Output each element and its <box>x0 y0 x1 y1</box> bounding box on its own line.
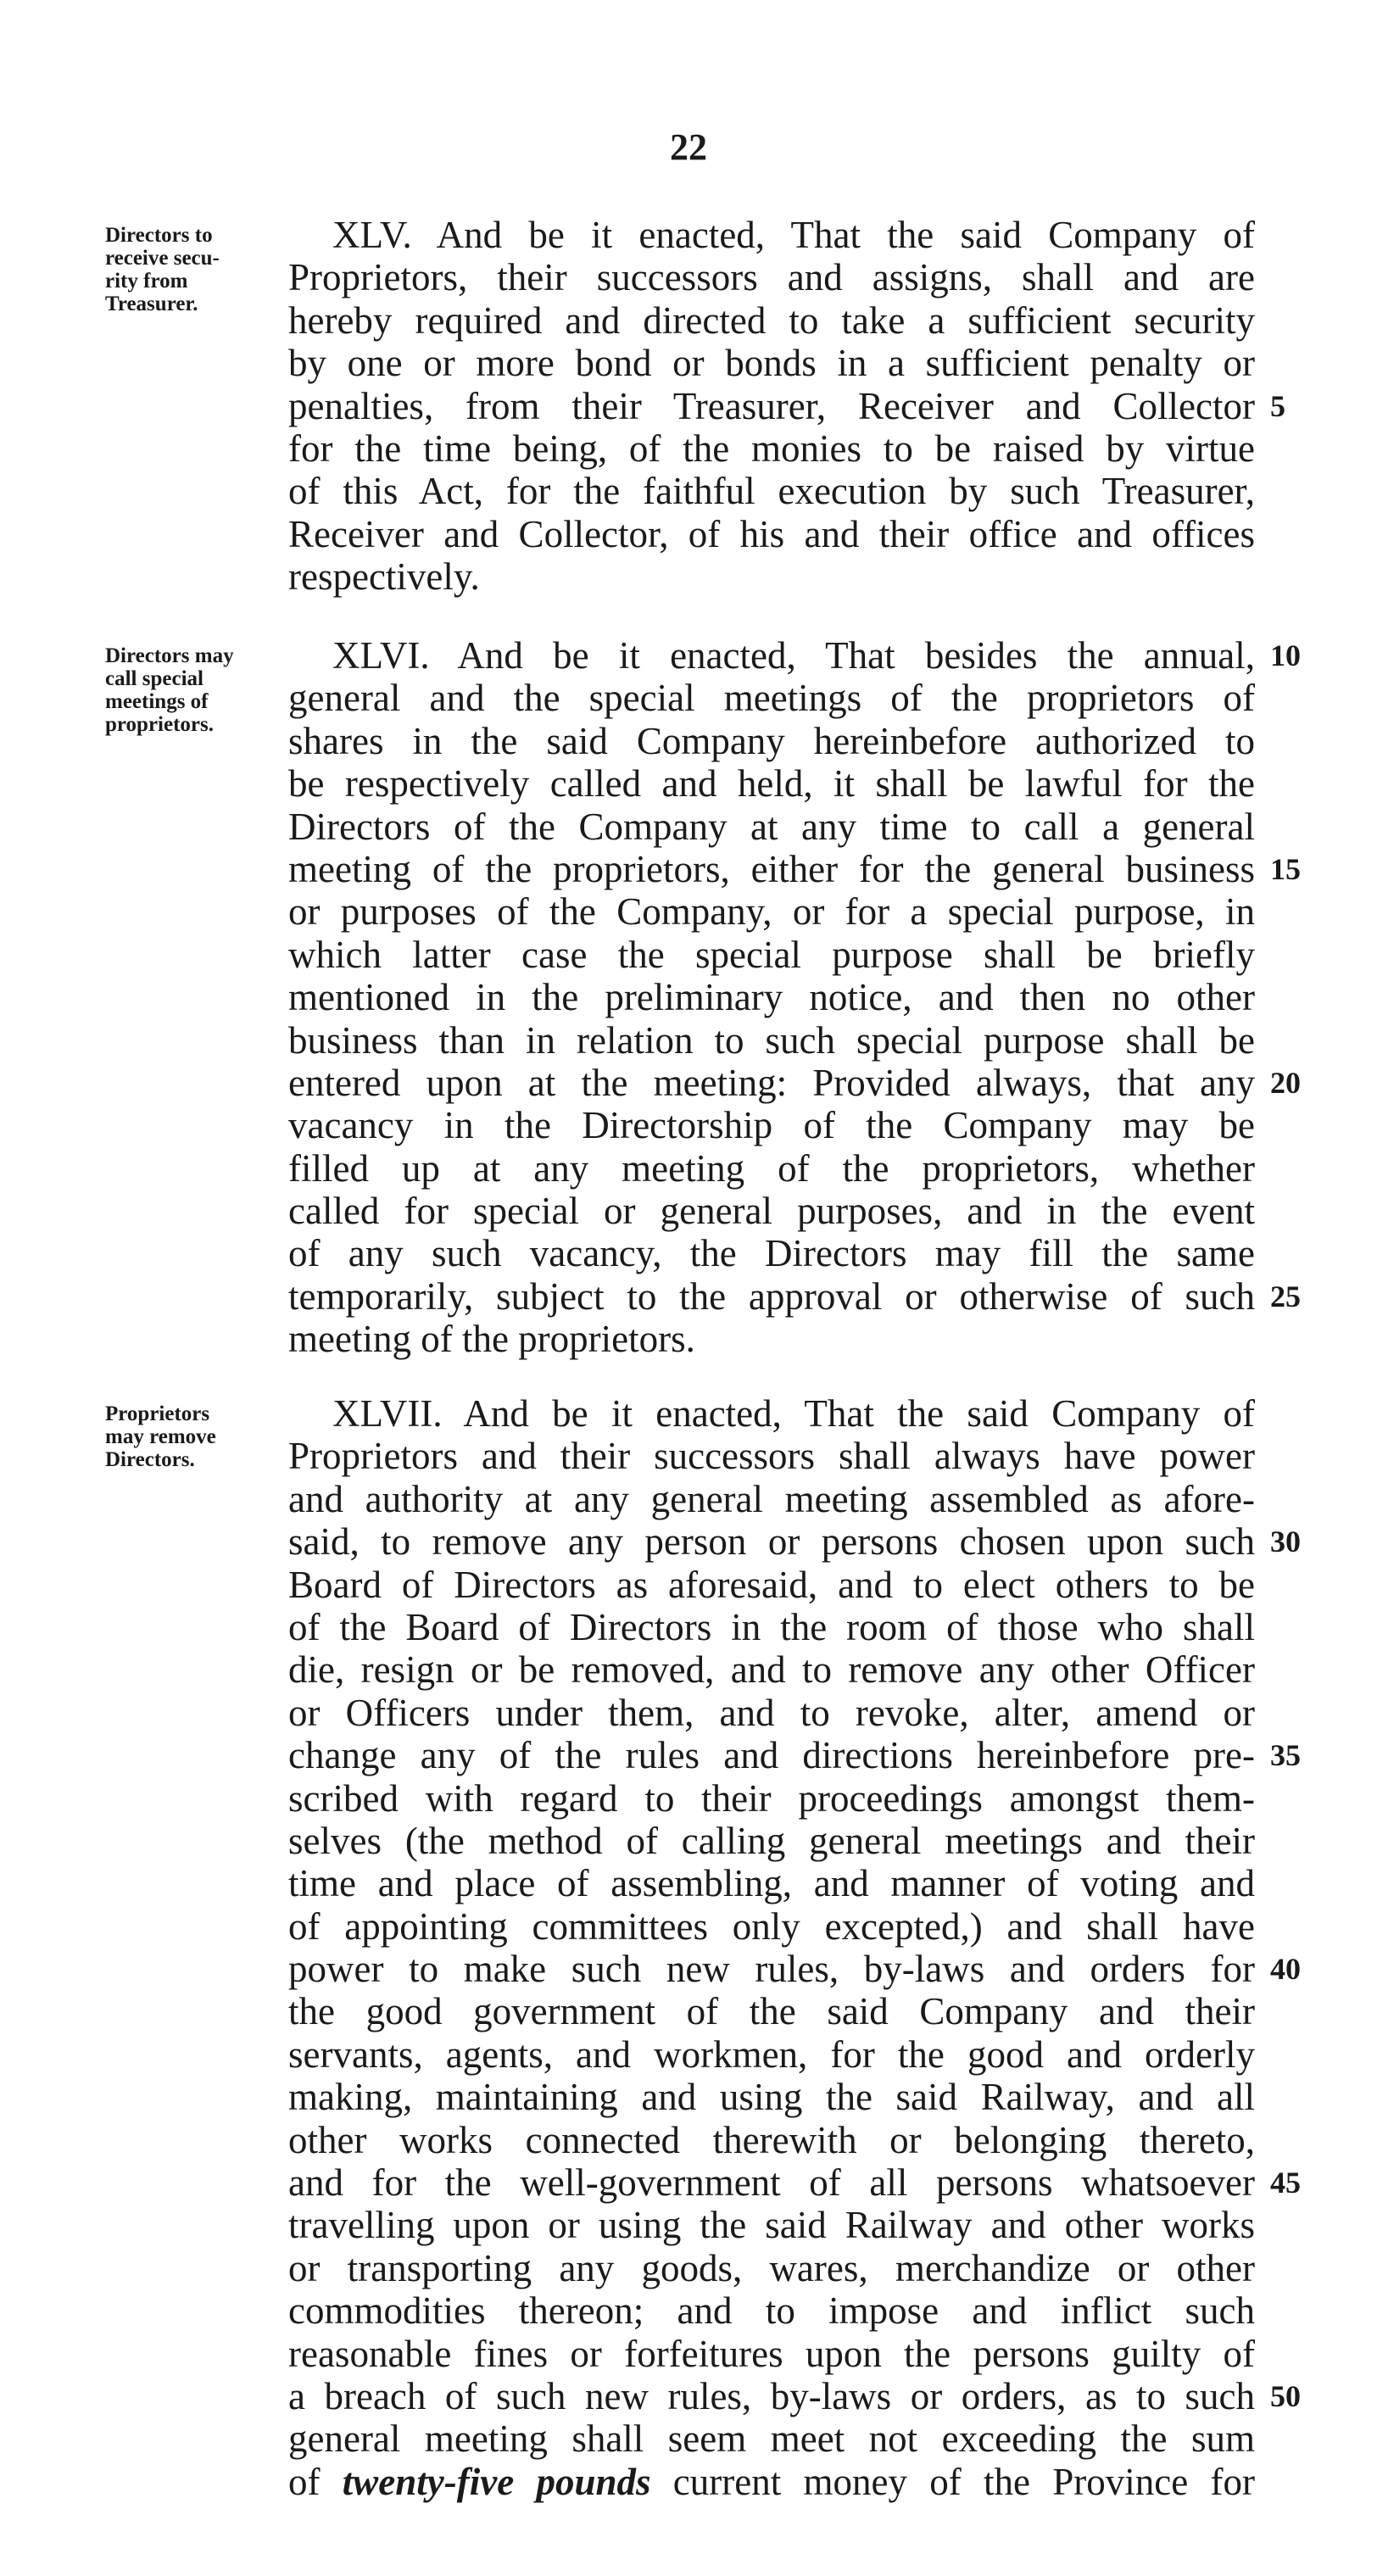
text-line: be respectively called and held, it shall be lawful for the <box>288 762 1255 806</box>
text-line: other works connected therewith or belonging thereto, <box>288 2118 1255 2161</box>
margin-note <box>105 224 283 315</box>
text-line: of this Act, for the faithful execution by such Treasurer, <box>288 470 1255 513</box>
text-line: mentioned in the preliminary notice, and then no other <box>288 976 1255 1019</box>
text-line: Proprietors, their successors and assigns, shall and are <box>288 256 1255 299</box>
section-body <box>288 1392 1255 2503</box>
text-line: die, resign or be removed, and to remove any other Officer <box>288 1648 1255 1692</box>
text-line: temporarily, subject to the approval or otherwise of such <box>288 1274 1255 1318</box>
text-line: of appointing committees only excepted,) and shall have <box>288 1904 1255 1948</box>
text-line: penalties, from their Treasurer, Receiver and Collector <box>288 384 1255 427</box>
text-line: Proprietors and their successors shall always have power <box>288 1435 1255 1478</box>
text-line: Receiver and Collector, of his and their office and offices <box>288 512 1255 555</box>
text-line: vacancy in the Directorship of the Company may be <box>288 1104 1255 1147</box>
text-line: respectively. <box>288 555 480 599</box>
text-line: and for the well-government of all persons whatsoever <box>288 2161 1255 2205</box>
margin-note-line: meetings of <box>105 690 209 713</box>
line-number: 25 <box>1270 1280 1301 1313</box>
line-number: 40 <box>1270 1952 1301 1987</box>
text-line: of any such vacancy, the Directors may fill the same <box>288 1232 1255 1275</box>
section-body <box>288 634 1255 1361</box>
text-line: change any of the rules and directions hereinbefore pre- <box>288 1734 1255 1777</box>
text-line: the good government of the said Company and their <box>288 1990 1255 2033</box>
margin-note-line: Proprietors <box>105 1402 210 1425</box>
margin-note <box>105 644 283 736</box>
text-line: power to make such new rules, by-laws and orders for <box>288 1948 1255 1991</box>
text-line: called for special or general purposes, and in the event <box>288 1190 1255 1233</box>
text-line: travelling upon or using the said Railway and other works <box>288 2204 1255 2247</box>
text-line: meeting of the proprietors, either for the general business <box>288 847 1255 890</box>
text-line: which latter case the special purpose shall be briefly <box>288 933 1255 976</box>
margin-note-line: Directors may <box>105 644 234 667</box>
margin-note-line: proprietors. <box>105 713 214 736</box>
emphasized-phrase: twenty-five pounds <box>342 2460 651 2503</box>
text-line: meeting of the proprietors. <box>288 1318 695 1361</box>
line-number: 10 <box>1270 638 1301 672</box>
margin-note-line: call special <box>105 667 203 690</box>
margin-note-line: Directors. <box>105 1448 195 1471</box>
text-line: time and place of assembling, and manner of voting and <box>288 1862 1255 1905</box>
line-number: 50 <box>1270 2379 1301 2414</box>
line-number: 30 <box>1270 1525 1301 1559</box>
text-line: said, to remove any person or persons chosen upon such <box>288 1520 1255 1564</box>
text-line: business than in relation to such special purpose shall be <box>288 1018 1255 1062</box>
text-line: commodities thereon; and to impose and inflict such <box>288 2289 1255 2333</box>
text-line: for the time being, of the monies to be raised by virtue <box>288 427 1255 470</box>
text-line: XLVII. And be it enacted, That the said Company of <box>332 1392 1255 1435</box>
text-line: filled up at any meeting of the proprietors, whether <box>288 1146 1255 1190</box>
margin-note-line: rity from <box>105 270 188 293</box>
text-line: Directors of the Company at any time to call a general <box>288 805 1255 848</box>
margin-note <box>105 1402 283 1471</box>
text-line: general and the special meetings of the proprietors of <box>288 677 1255 720</box>
text-line: of the Board of Directors in the room of those who shall <box>288 1605 1255 1648</box>
line-number: 20 <box>1270 1066 1301 1100</box>
text-line: scribed with regard to their proceedings amongst them- <box>288 1776 1255 1820</box>
text-line: shares in the said Company hereinbefore authorized to <box>288 719 1255 762</box>
margin-note-line: receive secu- <box>105 247 220 270</box>
text-line: servants, agents, and workmen, for the good and orderly <box>288 2032 1255 2076</box>
line-number: 15 <box>1270 852 1301 886</box>
text-line: or purposes of the Company, or for a special purpose, in <box>288 890 1255 934</box>
margin-note-line: Directors to <box>105 224 213 247</box>
line-number: 45 <box>1270 2166 1301 2200</box>
text-line: and authority at any general meeting assembled as afore- <box>288 1477 1255 1520</box>
text-line: making, maintaining and using the said Railway, and all <box>288 2076 1255 2119</box>
text-line: general meeting shall seem meet not exceeding the sum <box>288 2417 1255 2461</box>
text-line: selves (the method of calling general meetings and their <box>288 1819 1255 1862</box>
text-line: Board of Directors as aforesaid, and to elect others to be <box>288 1563 1255 1606</box>
margin-note-line: may remove <box>105 1425 216 1448</box>
text-line: reasonable fines or forfeitures upon the persons guilty of <box>288 2332 1255 2375</box>
text-line: or Officers under them, and to revoke, alter, amend or <box>288 1691 1255 1734</box>
text-line: or transporting any goods, wares, merchandize or other <box>288 2246 1255 2289</box>
text-line: hereby required and directed to take a sufficient security <box>288 298 1255 342</box>
margin-note-line: Treasurer. <box>105 293 198 315</box>
text-line: entered upon at the meeting: Provided always, that any <box>288 1061 1255 1104</box>
text-line: by one or more bond or bonds in a sufficient penalty or <box>288 342 1255 385</box>
text-line: XLV. And be it enacted, That the said Company of <box>332 214 1255 256</box>
section-body <box>288 214 1255 599</box>
text-line: XLVI. And be it enacted, That besides the annual, <box>332 634 1255 677</box>
page-number: 22 <box>670 126 707 168</box>
text-line: a breach of such new rules, by-laws or orders, as to such <box>288 2374 1255 2417</box>
line-number: 35 <box>1270 1738 1301 1773</box>
line-number: 5 <box>1270 388 1285 423</box>
text-line-emphasis: of twenty-five pounds current money of the Province for <box>288 2460 1255 2503</box>
